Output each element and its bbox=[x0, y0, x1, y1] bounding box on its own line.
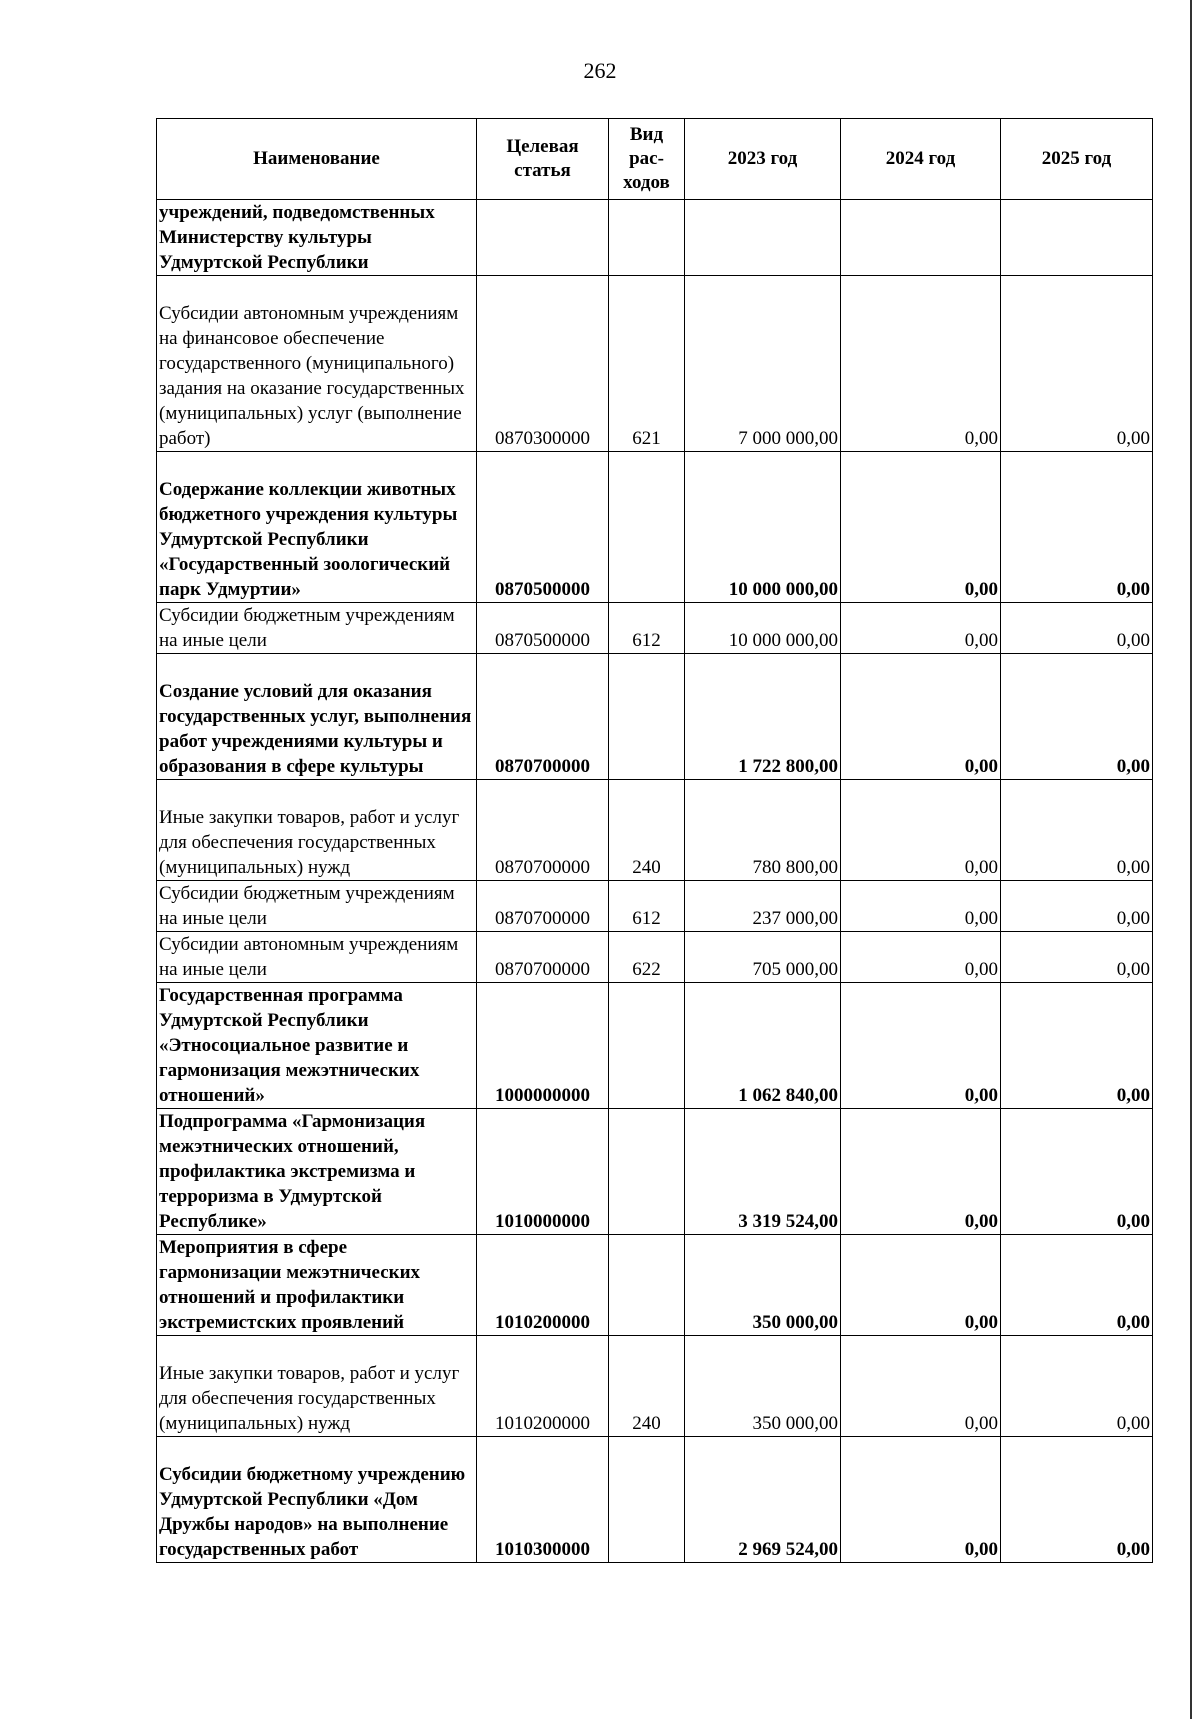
row-code: 1000000000 bbox=[477, 983, 609, 1109]
row-name: Субсидии бюджетному учреждению Удмуртской Республики «Дом Дружбы народов» на выполнение государственных работ bbox=[157, 1437, 477, 1563]
row-2025: 0,00 bbox=[1001, 603, 1153, 654]
row-2024: 0,00 bbox=[841, 1235, 1001, 1336]
row-2023: 3 319 524,00 bbox=[685, 1109, 841, 1235]
row-name: Субсидии бюджетным учреждениям на иные цели bbox=[157, 603, 477, 654]
row-2024: 0,00 bbox=[841, 932, 1001, 983]
page-number: 262 bbox=[583, 58, 617, 83]
row-name: Мероприятия в сфере гармонизации межэтнических отношений и профилактики экстремистских проявлений bbox=[157, 1235, 477, 1336]
scan-border bbox=[1190, 0, 1192, 1719]
row-2025: 0,00 bbox=[1001, 1437, 1153, 1563]
row-2023: 237 000,00 bbox=[685, 881, 841, 932]
row-name: Создание условий для оказания государственных услуг, выполнения работ учреждениями культуры и образования в сфере культуры bbox=[157, 654, 477, 780]
row-name: Субсидии бюджетным учреждениям на иные цели bbox=[157, 881, 477, 932]
table-row bbox=[157, 881, 1153, 932]
row-2024: 0,00 bbox=[841, 1109, 1001, 1235]
row-name: Содержание коллекции животных бюджетного учреждения культуры Удмуртской Республики «Государственный зоологический парк Удмуртии» bbox=[157, 452, 477, 603]
budget-table bbox=[156, 118, 1153, 1563]
row-2025: 0,00 bbox=[1001, 276, 1153, 452]
header-name: Наименование bbox=[157, 119, 477, 200]
row-type bbox=[609, 200, 685, 276]
table-row bbox=[157, 452, 1153, 603]
row-2025: 0,00 bbox=[1001, 881, 1153, 932]
table-row bbox=[157, 200, 1153, 276]
row-2023 bbox=[685, 200, 841, 276]
row-name: Подпрограмма «Гармонизация межэтнических отношений, профилактика экстремизма и терроризма в Удмуртской Республике» bbox=[157, 1109, 477, 1235]
row-name: учреждений, подведомственных Министерству культуры Удмуртской Республики bbox=[157, 200, 477, 276]
header-2023: 2023 год bbox=[685, 119, 841, 200]
row-2024: 0,00 bbox=[841, 654, 1001, 780]
row-2024: 0,00 bbox=[841, 1437, 1001, 1563]
row-2025: 0,00 bbox=[1001, 654, 1153, 780]
table-row bbox=[157, 1336, 1153, 1437]
row-2024 bbox=[841, 200, 1001, 276]
row-code: 1010300000 bbox=[477, 1437, 609, 1563]
row-2025: 0,00 bbox=[1001, 1109, 1153, 1235]
row-2023: 1 062 840,00 bbox=[685, 983, 841, 1109]
row-2023: 780 800,00 bbox=[685, 780, 841, 881]
row-code: 0870700000 bbox=[477, 780, 609, 881]
row-2024: 0,00 bbox=[841, 276, 1001, 452]
row-2023: 2 969 524,00 bbox=[685, 1437, 841, 1563]
row-name: Иные закупки товаров, работ и услуг для обеспечения государственных (муниципальных) нужд bbox=[157, 1336, 477, 1437]
row-code: 0870300000 bbox=[477, 276, 609, 452]
row-name: Иные закупки товаров, работ и услуг для обеспечения государственных (муниципальных) нужд bbox=[157, 780, 477, 881]
row-code: 1010000000 bbox=[477, 1109, 609, 1235]
row-code: 0870500000 bbox=[477, 603, 609, 654]
table-row bbox=[157, 1437, 1153, 1563]
table-row bbox=[157, 1235, 1153, 1336]
row-2025: 0,00 bbox=[1001, 983, 1153, 1109]
row-type bbox=[609, 1235, 685, 1336]
row-2023: 350 000,00 bbox=[685, 1336, 841, 1437]
row-2024: 0,00 bbox=[841, 603, 1001, 654]
row-code bbox=[477, 200, 609, 276]
row-2024: 0,00 bbox=[841, 983, 1001, 1109]
row-code: 0870700000 bbox=[477, 654, 609, 780]
row-code: 1010200000 bbox=[477, 1235, 609, 1336]
header-code: Целевая статья bbox=[477, 119, 609, 200]
row-2025: 0,00 bbox=[1001, 932, 1153, 983]
row-type: 612 bbox=[609, 881, 685, 932]
row-type bbox=[609, 1109, 685, 1235]
row-type: 622 bbox=[609, 932, 685, 983]
row-2025: 0,00 bbox=[1001, 1235, 1153, 1336]
row-type bbox=[609, 983, 685, 1109]
header-type: Вид рас-ходов bbox=[609, 119, 685, 200]
row-2024: 0,00 bbox=[841, 780, 1001, 881]
row-2025: 0,00 bbox=[1001, 452, 1153, 603]
table-row bbox=[157, 780, 1153, 881]
table-row bbox=[157, 1109, 1153, 1235]
table-row bbox=[157, 276, 1153, 452]
row-type: 240 bbox=[609, 780, 685, 881]
table-row bbox=[157, 932, 1153, 983]
row-name: Государственная программа Удмуртской Республики «Этносоциальное развитие и гармонизация межэтнических отношений» bbox=[157, 983, 477, 1109]
row-2023: 705 000,00 bbox=[685, 932, 841, 983]
row-2023: 350 000,00 bbox=[685, 1235, 841, 1336]
header-2024: 2024 год bbox=[841, 119, 1001, 200]
row-2023: 10 000 000,00 bbox=[685, 452, 841, 603]
table-row bbox=[157, 983, 1153, 1109]
row-2024: 0,00 bbox=[841, 881, 1001, 932]
row-type: 612 bbox=[609, 603, 685, 654]
table-row bbox=[157, 654, 1153, 780]
header-2025: 2025 год bbox=[1001, 119, 1153, 200]
row-type: 240 bbox=[609, 1336, 685, 1437]
table-header-row bbox=[157, 119, 1153, 200]
row-2023: 1 722 800,00 bbox=[685, 654, 841, 780]
row-2025: 0,00 bbox=[1001, 1336, 1153, 1437]
row-2025 bbox=[1001, 200, 1153, 276]
row-code: 0870500000 bbox=[477, 452, 609, 603]
row-name: Субсидии автономным учреждениям на иные цели bbox=[157, 932, 477, 983]
table-row bbox=[157, 603, 1153, 654]
row-2023: 10 000 000,00 bbox=[685, 603, 841, 654]
row-code: 0870700000 bbox=[477, 932, 609, 983]
row-2023: 7 000 000,00 bbox=[685, 276, 841, 452]
row-type bbox=[609, 1437, 685, 1563]
row-type bbox=[609, 452, 685, 603]
row-2025: 0,00 bbox=[1001, 780, 1153, 881]
row-2024: 0,00 bbox=[841, 1336, 1001, 1437]
row-name: Субсидии автономным учреждениям на финансовое обеспечение государственного (муниципального) задания на оказание государственных (муниципальных) услуг (выполнение работ) bbox=[157, 276, 477, 452]
row-type bbox=[609, 654, 685, 780]
row-code: 0870700000 bbox=[477, 881, 609, 932]
row-2024: 0,00 bbox=[841, 452, 1001, 603]
row-type: 621 bbox=[609, 276, 685, 452]
row-code: 1010200000 bbox=[477, 1336, 609, 1437]
